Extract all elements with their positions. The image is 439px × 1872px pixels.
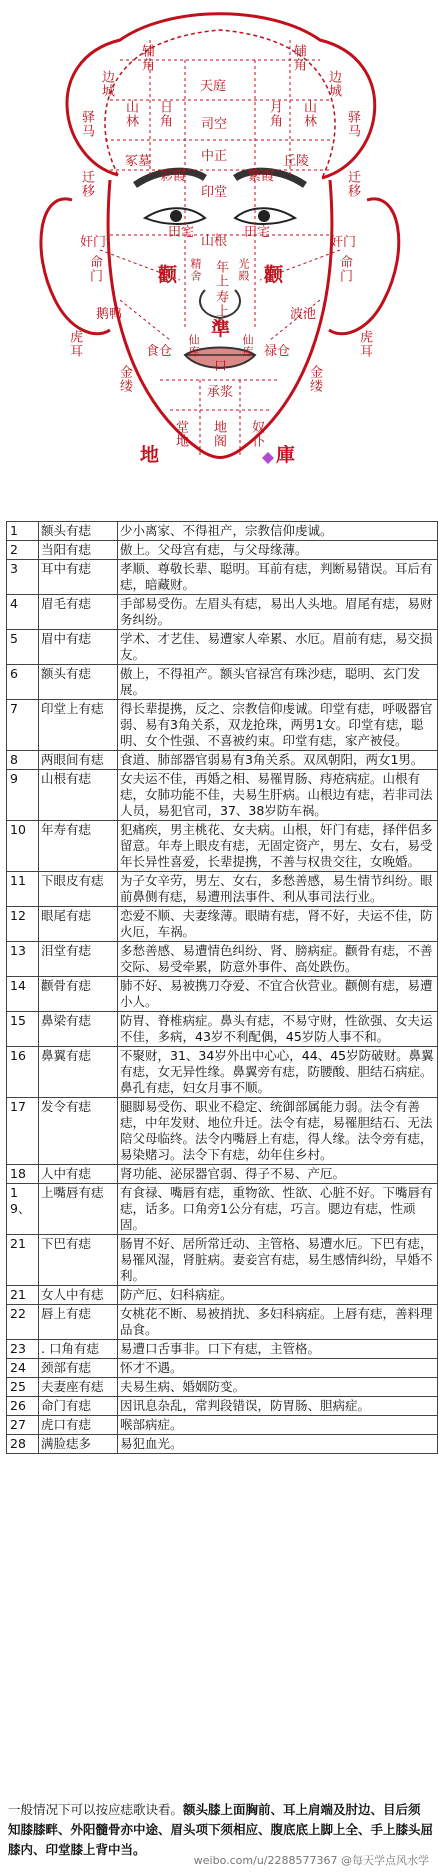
table-row — [7, 872, 438, 907]
mole-table-wrap — [6, 521, 433, 1454]
label-jian-men-r: 奸门 — [330, 235, 357, 250]
cell-no: 25 — [7, 1378, 39, 1397]
cell-desc: 不聚财，31、34岁外出中心心，44、45岁防破财。鼻翼有痣，女无异性缘。鼻翼旁有痣，防腰酸、胆结石病症。鼻孔有痣，妇女月事不顺。 — [118, 1047, 438, 1098]
cell-name: 颧骨有痣 — [39, 977, 118, 1012]
table-row — [7, 821, 438, 872]
cell-name: 命门有痣 — [39, 1397, 118, 1416]
cell-no: 21 — [7, 1235, 39, 1286]
label-zhong-fu: 冢墓 — [125, 154, 152, 169]
label-shan-lin-r: 山林 — [301, 100, 316, 128]
cell-name: 满脸痣多 — [39, 1435, 118, 1454]
label-hu-er-l: 虎耳 — [67, 330, 82, 358]
label-bian-cheng-l: 边城 — [99, 70, 114, 98]
cell-desc: 孝顺、尊敬长辈、聪明。耳前有痣，判断易错误。耳后有痣，暗藏财。 — [118, 560, 438, 595]
footer-rhyme: 额头膝上面胸前、耳上肩端及肘边、目后须知膝膝畔、外阳髓骨亦中途、眉头项下须相应、腹底底上脚上全、手上膝头屈膝内、印堂膝上背中当。 — [8, 1802, 434, 1857]
cell-no: 6 — [7, 665, 39, 700]
cell-no: 1 — [7, 522, 39, 541]
cell-desc: 女夫运不佳，再婚之相、易罹胃肠、痔疮病症。山根有痣，女肺功能不佳，夫易生肝病。山根边有痣，若非司法人员，易犯官司，37、38岁防车祸。 — [118, 770, 438, 821]
cell-name: 发令有痣 — [39, 1098, 118, 1165]
cell-name: 眉中有痣 — [39, 630, 118, 665]
label-shan-lin-l: 山林 — [123, 100, 138, 128]
mole-table — [6, 521, 438, 1454]
cell-no: 14 — [7, 977, 39, 1012]
cell-desc: 因讯息杂乱，常判段错误，防胃肠、胆病症。 — [118, 1397, 438, 1416]
label-jin-lou-r: 金缕 — [307, 365, 322, 393]
label-yue-jiao: 月角 — [267, 100, 282, 128]
label-e-ya: 鹅鸭 — [96, 307, 123, 322]
label-nu-pu: 奴仆 — [249, 420, 264, 448]
label-ming-men-l: 命门 — [87, 255, 102, 283]
cell-desc: 食道、肺部器官弱易有3角关系。双凤朝阳，两女1男。 — [118, 751, 438, 770]
watermark: weibo.com/u/2288577367 @每天学点风水学 — [193, 1854, 429, 1867]
label-xian-ku-r: 仙库 — [241, 334, 254, 358]
cell-no: 8 — [7, 751, 39, 770]
cell-desc: 为子女辛劳，男左、女右，多愁善感，易生情节纠纷。眼前鼻侧有痣，易遭刑法事件、利从事司法行业。 — [118, 872, 438, 907]
cell-name: 印堂上有痣 — [39, 700, 118, 751]
cell-no: 18 — [7, 1165, 39, 1184]
label-di-ge: 地阁 — [211, 420, 226, 448]
cell-no: 15 — [7, 1012, 39, 1047]
footer-text — [8, 1800, 433, 1860]
label-fu-jiao-l: 辅角 — [139, 44, 154, 72]
cell-no: 23 — [7, 1340, 39, 1359]
cell-desc: 得长辈提携，反之、宗教信仰虔诚。印堂有痣，呼吸器官弱、易有3角关系，双龙抢珠，两男1女。印堂有痣，聪明、女个性强、不喜被约束。印堂有痣，家产被侵。 — [118, 700, 438, 751]
cell-desc: 学术、才艺佳、易遭家人牵累、水厄。眉前有痣，易交损友。 — [118, 630, 438, 665]
table-row — [7, 700, 438, 751]
label-quan-l: 颧 — [158, 264, 178, 286]
cell-name: 颈部有痣 — [39, 1359, 118, 1378]
label-qian-yi-l: 迁移 — [79, 170, 94, 198]
label-di: 地 — [140, 444, 160, 466]
table-row — [7, 665, 438, 700]
cell-desc: 防胃、脊椎病症。鼻头有痣，不易守财，性欲强、女夫运不佳，多病，43岁不利配偶，45岁防人事不和。 — [118, 1012, 438, 1047]
cell-no: 26 — [7, 1397, 39, 1416]
cell-name: 下眼皮有痣 — [39, 872, 118, 907]
cell-name: 眼尾有痣 — [39, 907, 118, 942]
label-shi-cang: 食仓 — [146, 344, 173, 359]
cell-name: 额头有痣 — [39, 665, 118, 700]
cell-name: 女人中有痣 — [39, 1286, 118, 1305]
table-row — [7, 942, 438, 977]
table-row — [7, 1012, 438, 1047]
cell-desc: 肾功能、泌尿器官弱、得子不易、产厄。 — [118, 1165, 438, 1184]
label-cai-xia: 彩霞 — [160, 169, 187, 184]
table-row — [7, 1416, 438, 1435]
cell-name: 唇上有痣 — [39, 1305, 118, 1340]
cell-no: 5 — [7, 630, 39, 665]
cell-desc: 手部易受伤。左眉头有痣，易出人头地。眉尾有痣，易财务纠纷。 — [118, 595, 438, 630]
cell-name: . 口角有痣 — [39, 1340, 118, 1359]
cell-name: 耳中有痣 — [39, 560, 118, 595]
label-quan-r: 颧 — [264, 264, 284, 286]
cell-name: 鼻翼有痣 — [39, 1047, 118, 1098]
table-row — [7, 977, 438, 1012]
cell-name: 泪堂有痣 — [39, 942, 118, 977]
table-row — [7, 1397, 438, 1416]
label-tian-zhai-r: 田宅 — [244, 225, 271, 240]
cell-desc: 有食禄、嘴唇有痣，重物欲、性欲、心脏不好。下嘴唇有痣，话多。口角旁1公分有痣，巧言。腮边有痣，性顽固。 — [118, 1184, 438, 1235]
cell-no: 22 — [7, 1305, 39, 1340]
cell-no: 17 — [7, 1098, 39, 1165]
cell-name: 人中有痣 — [39, 1165, 118, 1184]
table-row — [7, 751, 438, 770]
cell-no: 12 — [7, 907, 39, 942]
cell-no: 24 — [7, 1359, 39, 1378]
table-row — [7, 1359, 438, 1378]
table-row — [7, 522, 438, 541]
cell-no: 13 — [7, 942, 39, 977]
label-guang-dian: 光殿 — [237, 258, 250, 282]
label-zhong-zheng: 中正 — [201, 149, 228, 164]
cell-no: 16 — [7, 1047, 39, 1098]
label-ri-jiao: 日角 — [157, 100, 172, 128]
cell-no: 9 — [7, 770, 39, 821]
footer-intro: 一般情况下可以按应痣歌诀看。 — [8, 1802, 184, 1817]
table-row — [7, 907, 438, 942]
cell-name: 当阳有痣 — [39, 541, 118, 560]
cell-no: 3 — [7, 560, 39, 595]
label-jin-lou-l: 金缕 — [117, 365, 132, 393]
label-bo-chi: 波池 — [290, 307, 317, 322]
label-xian-ku-l: 仙库 — [187, 334, 200, 358]
cell-name: 虎口有痣 — [39, 1416, 118, 1435]
table-row — [7, 1165, 438, 1184]
cell-desc: 傲上。父母宫有痣，与父母缘薄。 — [118, 541, 438, 560]
label-kou: 口 — [214, 359, 228, 374]
table-row — [7, 1378, 438, 1397]
cell-desc: 腿脚易受伤、职业不稳定、统御部属能力弱。法令有善痣，中年发财、地位升迁。法令有痣，易罹胆结石、无法陪父母临终。法令内嘴唇上有痣，得人缘。法令旁有痣，易染赌习。法令下有痣，幼年住乡村。 — [118, 1098, 438, 1165]
cell-desc: 少小离家、不得祖产，宗教信仰虔诚。 — [118, 522, 438, 541]
label-zhun: 準 — [211, 318, 231, 340]
cell-name: 年寿有痣 — [39, 821, 118, 872]
label-shan-gen: 山根 — [201, 234, 228, 249]
cell-name: 上嘴唇有痣 — [39, 1184, 118, 1235]
cell-desc: 多愁善感、易遭情色纠纷、肾、膀病症。颧骨有痣，不善交际、易受牵累，防意外事件、高处跌伤。 — [118, 942, 438, 977]
cell-desc: 防产厄、妇科病症。 — [118, 1286, 438, 1305]
marker-icon — [262, 452, 274, 464]
table-row — [7, 1047, 438, 1098]
label-qiu-ling: 丘陵 — [283, 154, 310, 169]
label-jian-men-l: 奸门 — [80, 235, 107, 250]
cell-desc: 易遭口舌事非。口下有痣，主管格。 — [118, 1340, 438, 1359]
label-tian-ting: 天庭 — [200, 79, 227, 94]
cell-desc: 怀才不遇。 — [118, 1359, 438, 1378]
cell-no: 19、 — [7, 1184, 39, 1235]
label-yin-tang: 印堂 — [201, 185, 228, 200]
table-row — [7, 1098, 438, 1165]
label-bian-cheng-r: 边城 — [326, 70, 341, 98]
cell-no: 2 — [7, 541, 39, 560]
cell-desc: 犯痛疾，男主桃花、女夫病。山根，奸门有痣，择伴侣多留意。年寿上眼皮有痣，无固定资产，男左、女右，易受年长异性喜爱，长辈提携，不善与权贵交往，女晚婚。 — [118, 821, 438, 872]
table-row — [7, 595, 438, 630]
table-row — [7, 1305, 438, 1340]
label-cheng-jiang: 承浆 — [207, 385, 234, 400]
mole-table-body — [7, 522, 438, 1454]
table-row — [7, 541, 438, 560]
cell-desc: 易犯血光。 — [118, 1435, 438, 1454]
label-jing-she: 精舍 — [189, 258, 202, 282]
cell-desc: 恋爱不顺、夫妻缘薄。眼睛有痣，肾不好，夫运不佳，防火厄，车祸。 — [118, 907, 438, 942]
cell-desc: 肠胃不好、居所常迁动、主管格、易遭水厄。下巴有痣，易罹风湿，肾脏病。妻妾宫有痣，易生感情纠纷，早婚不利。 — [118, 1235, 438, 1286]
cell-name: 夫妻座有痣 — [39, 1378, 118, 1397]
cell-desc: 女桃花不断、易被捎扰、多妇科病症。上唇有痣，善料理品食。 — [118, 1305, 438, 1340]
cell-name: 两眼间有痣 — [39, 751, 118, 770]
right-pupil — [258, 210, 270, 222]
table-row — [7, 1286, 438, 1305]
cell-no: 28 — [7, 1435, 39, 1454]
table-row — [7, 1184, 438, 1235]
cell-name: 山根有痣 — [39, 770, 118, 821]
cell-desc: 夫易生病、婚姻防变。 — [118, 1378, 438, 1397]
label-fan-xia: 繁霞 — [248, 169, 275, 184]
label-ku: 庫 — [276, 444, 296, 466]
face-diagram — [0, 0, 439, 500]
label-tang-di: 堂地 — [173, 420, 188, 448]
cell-no: 21 — [7, 1286, 39, 1305]
cell-name: 眉毛有痣 — [39, 595, 118, 630]
table-row — [7, 770, 438, 821]
cell-name: 下巴有痣 — [39, 1235, 118, 1286]
label-tian-zhai-l: 田宅 — [168, 225, 195, 240]
cell-name: 鼻梁有痣 — [39, 1012, 118, 1047]
table-row — [7, 1235, 438, 1286]
table-row — [7, 630, 438, 665]
left-pupil — [170, 210, 182, 222]
table-row — [7, 560, 438, 595]
cell-desc: 傲上，不得祖产。额头官禄宫有珠沙痣，聪明、玄门发展。 — [118, 665, 438, 700]
cell-no: 4 — [7, 595, 39, 630]
label-si-kong: 司空 — [201, 117, 228, 132]
cell-desc: 肺不好、易被携刀夺爱、不宜合伙营业。颧侧有痣，易遭小人。 — [118, 977, 438, 1012]
label-nian-shang: 年上 — [213, 260, 228, 288]
label-ming-men-r: 命门 — [337, 255, 352, 283]
cell-desc: 喉部病症。 — [118, 1416, 438, 1435]
label-hu-er-r: 虎耳 — [357, 330, 372, 358]
cell-no: 11 — [7, 872, 39, 907]
table-row — [7, 1435, 438, 1454]
label-yi-ma-r: 驿马 — [345, 110, 360, 138]
table-row — [7, 1340, 438, 1359]
cell-no: 7 — [7, 700, 39, 751]
cell-name: 额头有痣 — [39, 522, 118, 541]
cell-no: 27 — [7, 1416, 39, 1435]
label-yi-ma-l: 驿马 — [79, 110, 94, 138]
label-fu-jiao-r: 辅角 — [291, 44, 306, 72]
cell-no: 10 — [7, 821, 39, 872]
label-qian-yi-r: 迁移 — [345, 170, 360, 198]
label-shou-shang: 寿上 — [213, 290, 228, 318]
label-lu-cang: 禄仓 — [264, 344, 291, 359]
